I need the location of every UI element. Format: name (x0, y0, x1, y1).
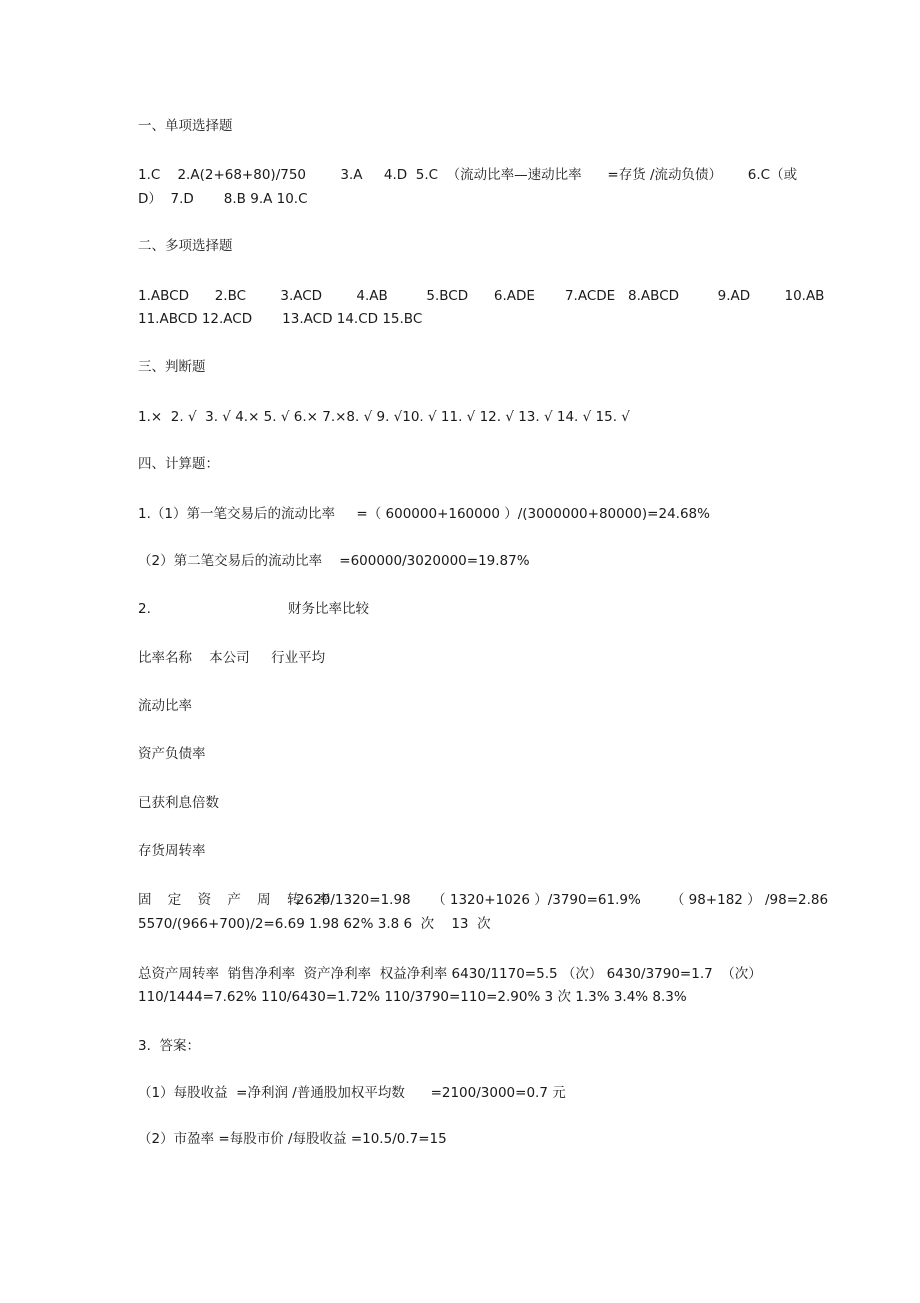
calc-q2-number: 2. (138, 601, 151, 617)
calc-q2-row-current-ratio: 流动比率 (138, 698, 192, 714)
single-choice-answers-line-2: D） 7.D 8.B 9.A 10.C (138, 191, 308, 207)
multiple-choice-answers-line-1: 1.ABCD 2.BC 3.ACD 4.AB 5.BCD 6.ADE 7.ACDE 8.ABCD 9.AD 10.AB (138, 288, 825, 304)
calc-q2-fixed-asset-values: 2620/1320=1.98 （ 1320+1026 ）/3790=61.9% （ 98+182 ） /98=2.86 (296, 892, 829, 908)
calc-q2-table-title: 财务比率比较 (288, 601, 369, 617)
calc-q2-row-interest-coverage: 已获利息倍数 (138, 795, 219, 811)
calc-q1-part1: 1.（1）第一笔交易后的流动比率 =（ 600000+160000 ）/(3000000+80000)=24.68% (138, 506, 710, 522)
calc-q3-part2: （2）市盈率 =每股市价 /每股收益 =10.5/0.7=15 (138, 1131, 447, 1147)
heading-single-choice: 一、单项选择题 (138, 118, 233, 134)
calc-q2-row-debt-ratio: 资产负债率 (138, 746, 206, 762)
heading-multiple-choice: 二、多项选择题 (138, 238, 233, 254)
calc-q2-table-header: 比率名称 本公司 行业平均 (138, 650, 326, 666)
heading-calculation: 四、计算题： (138, 456, 219, 472)
single-choice-answers-line-1: 1.C 2.A(2+68+80)/750 3.A 4.D 5.C （流动比率—速动比率 =存货 /流动负债） 6.C（或 (138, 167, 798, 183)
calc-q2-total-line-1: 总资产周转率 销售净利率 资产净利率 权益净利率 6430/1170=5.5 （次） 6430/3790=1.7 （次） (138, 966, 762, 982)
calc-q2-fixed-asset-label: 固 定 资 产 周 转 率 (138, 892, 337, 908)
calc-q2-total-line-2: 110/1444=7.62% 110/6430=1.72% 110/3790=110=2.90% 3 次 1.3% 3.4% 8.3% (138, 989, 687, 1005)
calc-q3-part1: （1）每股收益 =净利润 /普通股加权平均数 =2100/3000=0.7 元 (138, 1085, 566, 1101)
true-false-answers: 1.× 2. √ 3. √ 4.× 5. √ 6.× 7.×8. √ 9. √10. √ 11. √ 12. √ 13. √ 14. √ 15. √ (138, 409, 630, 425)
multiple-choice-answers-line-2: 11.ABCD 12.ACD 13.ACD 14.CD 15.BC (138, 311, 423, 327)
calc-q2-row-inventory-turnover: 存货周转率 (138, 843, 206, 859)
calc-q1-part2: （2）第二笔交易后的流动比率 =600000/3020000=19.87% (138, 553, 530, 569)
calc-q3-heading: 3. 答案： (138, 1038, 200, 1054)
calc-q2-fixed-asset-line-2: 5570/(966+700)/2=6.69 1.98 62% 3.8 6 次 13 次 (138, 916, 491, 932)
heading-true-false: 三、判断题 (138, 359, 206, 375)
